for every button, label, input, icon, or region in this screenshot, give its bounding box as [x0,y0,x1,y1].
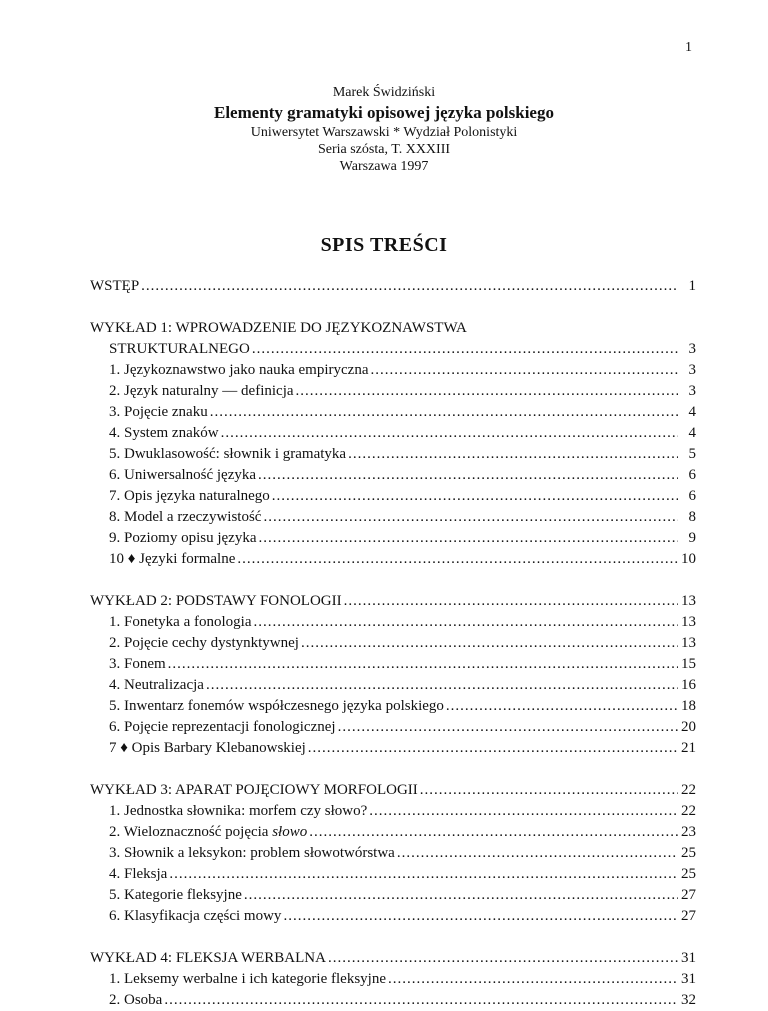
toc-entry-title: 6. Klasyfikacja części mowy [109,908,282,924]
toc-entry [90,738,696,759]
leader-dots [206,675,678,696]
toc-entry-lecture [90,339,696,360]
toc-entry [90,423,696,444]
toc-entry [90,465,696,486]
leader-dots [253,612,678,633]
toc-entry-title: 3. Pojęcie znaku [109,404,208,420]
toc-entry-page: 18 [681,698,696,714]
toc-entry [90,843,696,864]
leader-dots [338,717,678,738]
toc-entry-page: 1 [688,278,696,294]
lecture-title: WYKŁAD 1: WPROWADZENIE DO JĘZYKOZNAWSTWA [90,320,467,336]
toc-entry-page: 32 [681,992,696,1008]
toc-entry [90,528,696,549]
toc-entry-title: WSTĘP [90,278,140,294]
lecture-title: WYKŁAD 2: PODSTAWY FONOLOGII [90,593,342,609]
leader-dots [348,444,678,465]
lecture-title: WYKŁAD 4: FLEKSJA WERBALNA [90,950,326,966]
toc-entry [90,717,696,738]
toc-entry-title: 5. Dwuklasowość: słownik i gramatyka [109,446,347,462]
leader-dots [272,486,678,507]
toc-entry-page: 31 [681,950,696,966]
leader-dots [369,801,678,822]
document-header [0,84,768,175]
leader-dots [244,885,678,906]
leader-dots [210,402,678,423]
toc-entry-page: 3 [688,383,696,399]
toc-entry [90,822,696,843]
leader-dots [169,864,678,885]
institution: Uniwersytet Warszawski * Wydział Polonistyki [250,125,518,140]
toc-entry-page: 31 [681,971,696,987]
toc-entry-page: 21 [681,740,696,756]
toc-entry-title: 7 ♦ Opis Barbary Klebanowskiej [109,740,306,756]
toc-entry-page: 4 [688,425,696,441]
leader-dots [258,465,678,486]
toc-entry-page: 9 [688,530,696,546]
toc-entry-title: 4. Fleksja [109,866,168,882]
author: Marek Świdziński [332,85,436,100]
leader-dots [164,990,678,1011]
toc-entry-lecture [90,948,696,969]
toc-section-lecture-2 [90,591,696,759]
table-of-contents [90,276,696,1011]
toc-entry-page: 27 [681,887,696,903]
toc-entry [90,906,696,927]
lecture-title-continued: STRUKTURALNEGO [109,341,250,357]
leader-dots [388,969,678,990]
toc-heading: SPIS TREŚCI [320,234,448,256]
toc-entry-lecture [90,591,696,612]
toc-entry-intro [90,276,696,297]
leader-dots [446,696,678,717]
leader-dots [258,528,678,549]
toc-entry-page: 6 [688,488,696,504]
toc-entry [90,549,696,570]
leader-dots [397,843,678,864]
toc-entry-page: 13 [681,593,696,609]
toc-entry [90,864,696,885]
toc-entry-page: 27 [681,908,696,924]
toc-entry-title-emphasis: słowo [272,824,308,840]
toc-entry-page: 4 [688,404,696,420]
toc-entry [90,654,696,675]
toc-section-lecture-1 [90,318,696,570]
toc-entry-title: 2. Osoba [109,992,163,1008]
toc-entry-page: 10 [681,551,696,567]
leader-dots [141,276,678,297]
toc-entry-page: 6 [688,467,696,483]
toc-entry [90,885,696,906]
toc-entry [90,444,696,465]
toc-entry-page: 23 [681,824,696,840]
page-number: 1 [685,40,692,55]
leader-dots [301,633,678,654]
leader-dots [237,549,678,570]
toc-entry-page: 25 [681,845,696,861]
toc-entry [90,486,696,507]
toc-section-intro [90,276,696,297]
lecture-title: WYKŁAD 3: APARAT POJĘCIOWY MORFOLOGII [90,782,418,798]
book-title: Elementy gramatyki opisowej języka polskiego [214,103,554,122]
toc-entry [90,696,696,717]
toc-entry-lecture [90,780,696,801]
toc-entry [90,990,696,1011]
toc-entry-page: 25 [681,866,696,882]
toc-entry-title: 2. Pojęcie cechy dystynktywnej [109,635,299,651]
toc-entry-page: 8 [688,509,696,525]
toc-entry [90,507,696,528]
leader-dots [420,780,678,801]
toc-entry-title: 3. Słownik a leksykon: problem słowotwórstwa [109,845,395,861]
toc-entry [90,360,696,381]
place-year: Warszawa 1997 [339,159,429,174]
leader-dots [309,822,678,843]
toc-entry-page: 13 [681,614,696,630]
toc-entry [90,801,696,822]
toc-entry-page: 3 [688,341,696,357]
leader-dots [344,591,678,612]
toc-entry [90,675,696,696]
toc-entry-page: 22 [681,803,696,819]
toc-entry-page: 16 [681,677,696,693]
leader-dots [371,360,679,381]
toc-entry-title: 1. Językoznawstwo jako nauka empiryczna [109,362,369,378]
toc-entry-title: 4. Neutralizacja [109,677,204,693]
toc-entry-page: 3 [688,362,696,378]
leader-dots [296,381,678,402]
toc-entry-page: 22 [681,782,696,798]
toc-entry-title: 6. Uniwersalność języka [109,467,257,483]
toc-entry-title: 1. Leksemy werbalne i ich kategorie fleksyjne [109,971,386,987]
toc-entry-title: 5. Inwentarz fonemów współczesnego języka polskiego [109,698,444,714]
toc-entry-title: 3. Fonem [109,656,166,672]
leader-dots [328,948,678,969]
toc-entry-title: 8. Model a rzeczywistość [109,509,262,525]
toc-section-lecture-4 [90,948,696,1011]
toc-entry-title: 5. Kategorie fleksyjne [109,887,242,903]
toc-entry-page: 15 [681,656,696,672]
leader-dots [252,339,678,360]
toc-entry-title: 7. Opis języka naturalnego [109,488,270,504]
toc-entry-title: 1. Fonetyka a fonologia [109,614,252,630]
leader-dots [168,654,678,675]
series: Seria szósta, T. XXXIII [317,142,451,157]
toc-entry-page: 20 [681,719,696,735]
toc-entry [90,402,696,423]
toc-entry-title: 1. Jednostka słownika: morfem czy słowo? [109,803,368,819]
toc-entry [90,969,696,990]
toc-entry-title [109,822,307,843]
toc-entry [90,381,696,402]
toc-entry-page: 13 [681,635,696,651]
toc-section-lecture-3 [90,780,696,927]
toc-entry-page: 5 [688,446,696,462]
toc-entry-title-text: 2. Wieloznaczność pojęcia [109,824,273,840]
leader-dots [221,423,678,444]
toc-entry-title: 2. Język naturalny — definicja [109,383,294,399]
toc-entry-title: 10 ♦ Języki formalne [109,551,236,567]
toc-entry-title: 9. Poziomy opisu języka [109,530,257,546]
toc-entry [90,633,696,654]
toc-entry-title: 6. Pojęcie reprezentacji fonologicznej [109,719,336,735]
leader-dots [308,738,678,759]
leader-dots [263,507,678,528]
toc-entry [90,612,696,633]
leader-dots [283,906,678,927]
toc-entry-title: 4. System znaków [109,425,219,441]
